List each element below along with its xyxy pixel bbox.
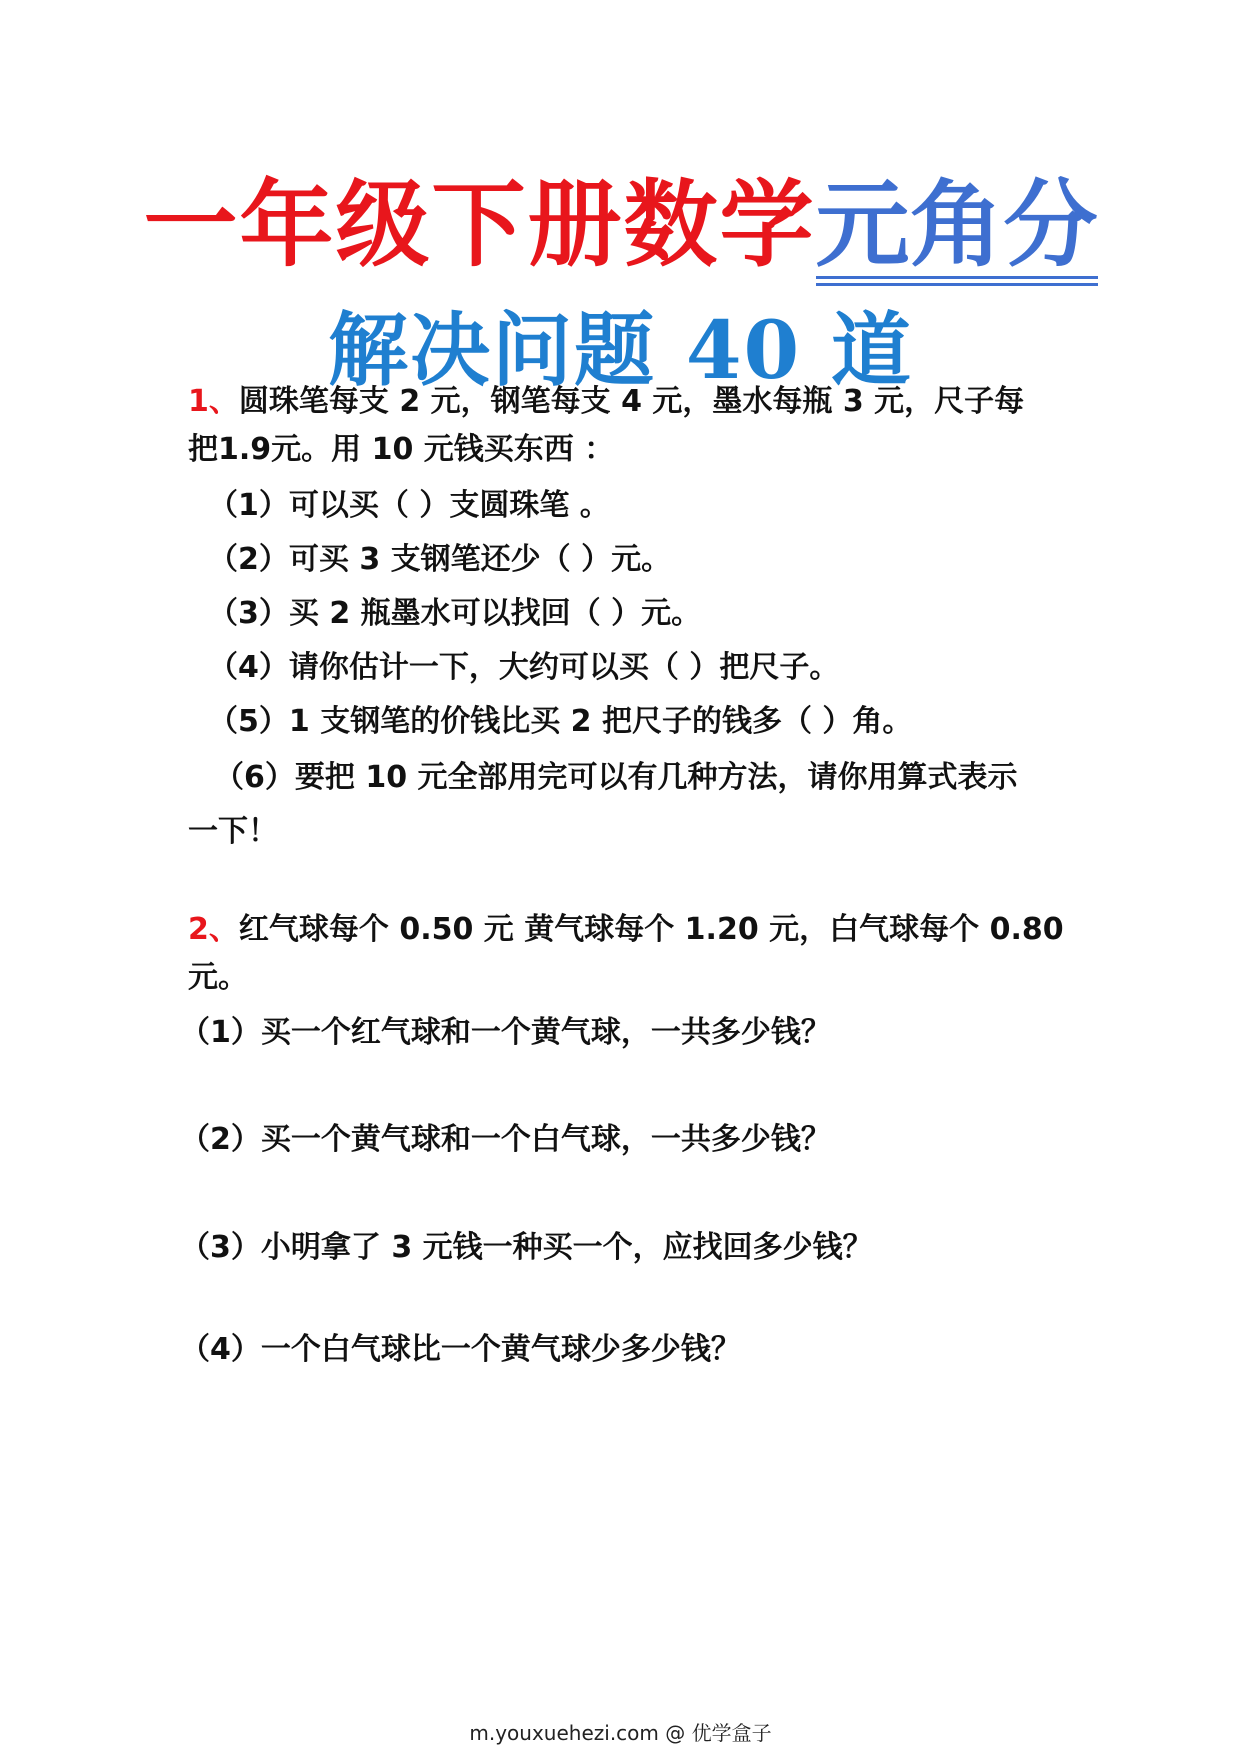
question-2-line-1: [188, 904, 1088, 956]
question-2-sub-2: （2）买一个黄气球和一个白气球，一共多少钱？: [180, 1122, 831, 1157]
question-1-text-1: 圆珠笔每支 2 元，钢笔每支 4 元，墨水每瓶 3 元，尺子每: [238, 384, 1025, 419]
question-1-sub-1: （1）可以买（ ）支圆珠笔 。: [208, 488, 610, 523]
title-blue-part: [816, 170, 1098, 280]
question-2-number: 2、: [188, 912, 239, 947]
question-2-sub-3: （3）小明拿了 3 元钱一种买一个，应找回多少钱？: [180, 1230, 873, 1265]
question-1-number: 1、: [188, 384, 239, 419]
footer-watermark: m.youxuehezi.com @ 优学盒子: [469, 1721, 772, 1745]
page-subtitle: 解决问题 40 道: [327, 303, 914, 397]
title-blue-text: 元角分: [815, 170, 1098, 280]
question-2-line-2: 元。: [188, 960, 248, 995]
question-1-line-1: [188, 376, 1088, 428]
question-1-sub-3: （3）买 2 瓶墨水可以找回（ ）元。: [208, 596, 702, 631]
question-2-text-1: 红气球每个 0.50 元 黄气球每个 1.20 元，白气球每个 0.80: [238, 912, 1064, 947]
page-title: [0, 170, 1241, 281]
question-1-sub-5: （5）1 支钢笔的价钱比买 2 把尺子的钱多（ ）角。: [208, 704, 913, 739]
title-red-part: 一年级下册数学: [143, 171, 816, 280]
question-2-sub-4: （4）一个白气球比一个黄气球少多少钱？: [180, 1332, 741, 1367]
question-1-sub-4: （4）请你估计一下，大约可以买（ ）把尺子。: [208, 650, 840, 685]
title-double-underline: [816, 276, 1098, 286]
question-1-sub-6: （6）要把 10 元全部用完可以有几种方法，请你用算式表示: [214, 760, 1018, 795]
question-1-sub-6-continued: 一下！: [188, 814, 278, 849]
question-2-sub-1: （1）买一个红气球和一个黄气球，一共多少钱？: [180, 1015, 831, 1050]
question-1-sub-2: （2）可买 3 支钢笔还少（ ）元。: [208, 542, 672, 577]
question-1-line-2: 把1.9元。用 10 元钱买东西 ：: [188, 432, 615, 467]
